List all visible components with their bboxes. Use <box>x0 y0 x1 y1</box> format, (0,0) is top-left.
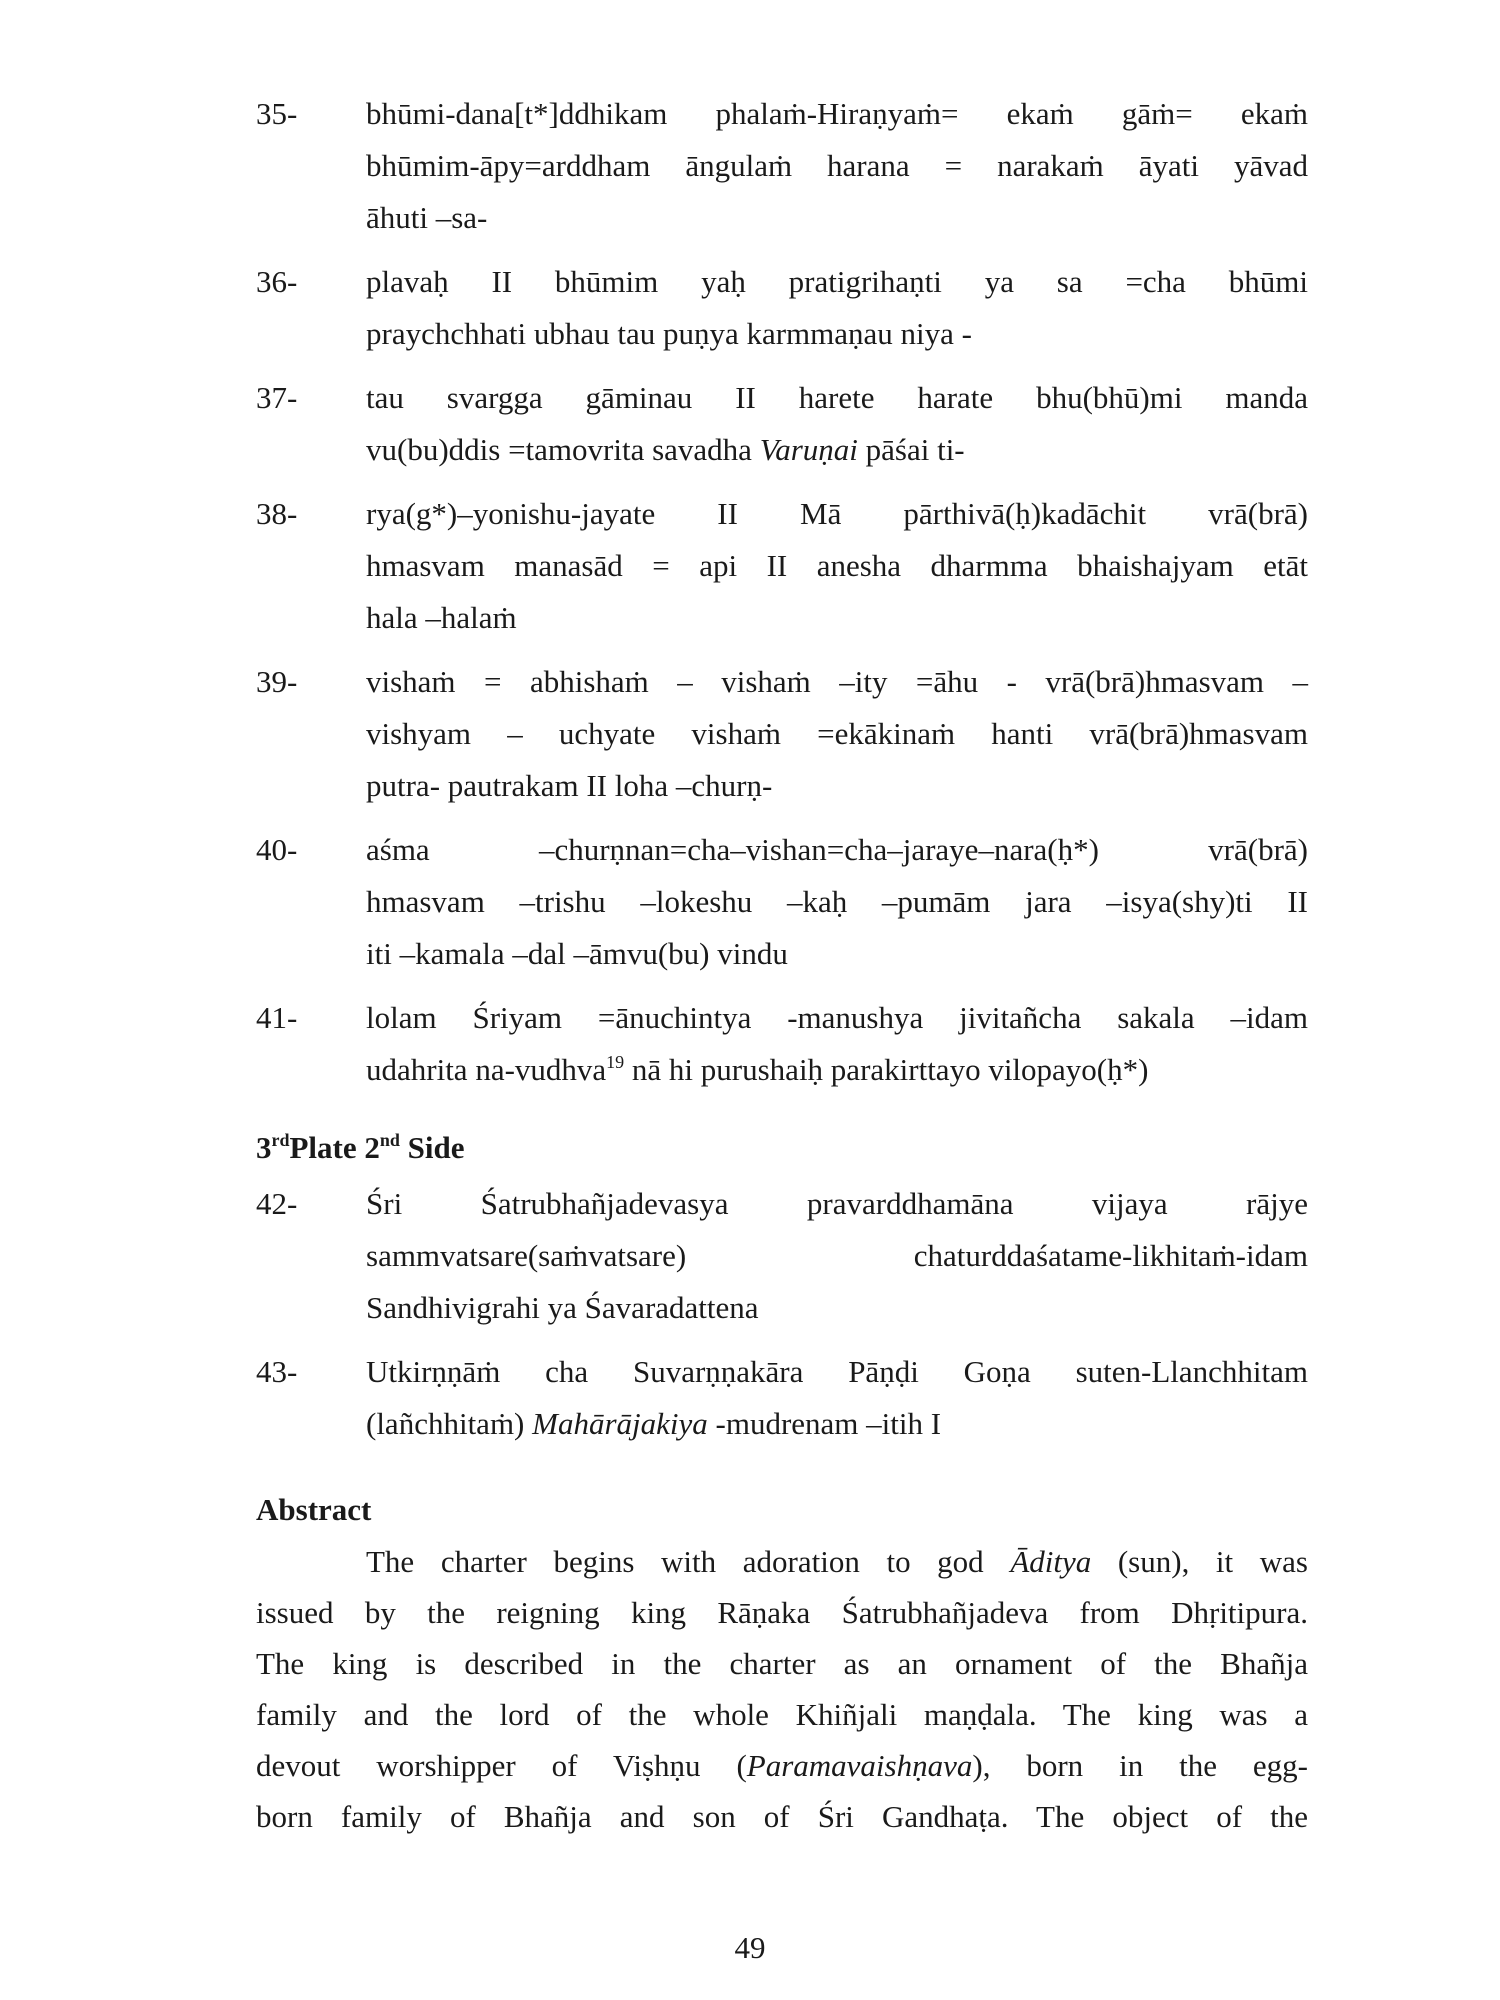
italic-term: Paramavaishṇava <box>746 1748 973 1783</box>
line-text <box>366 488 1308 644</box>
inscription-line-43 <box>256 1346 1308 1450</box>
text-line: Sandhivigrahi ya Śavaradattena <box>366 1290 759 1325</box>
line-text <box>366 992 1308 1096</box>
text-line: āhuti –sa- <box>366 200 488 235</box>
line-number: 38- <box>256 496 298 531</box>
text-line <box>366 1044 1308 1096</box>
inscription-line-40 <box>256 824 1308 980</box>
text-line: sammvatsare(saṁvatsare) chaturddaśatame-likhitaṁ-idam <box>366 1238 1308 1273</box>
text-line: bhūmi-dana[t*]ddhikam phalaṁ-Hiraṇyaṁ= ekaṁ gāṁ= ekaṁ <box>366 96 1308 131</box>
text-line <box>366 424 1308 476</box>
text-line: rya(g*)–yonishu-jayate II Mā pārthivā(ḥ)kadāchit vrā(brā) <box>366 496 1308 531</box>
inscription-line-39 <box>256 656 1308 812</box>
line-number: 43- <box>256 1354 298 1389</box>
line-text <box>366 1346 1308 1450</box>
text-line: hala –halaṁ <box>366 600 517 635</box>
text-line: family and the lord of the whole Khiñjali maṇḍala. The king was a <box>256 1697 1308 1732</box>
page-number: 49 <box>734 1930 766 1965</box>
text-line: iti –kamala –dal –āmvu(bu) vindu <box>366 936 788 971</box>
inscription-line-36 <box>256 256 1308 360</box>
text-segment: -mudrenam –itih I <box>707 1406 942 1441</box>
text-line: Utkirṇṇāṁ cha Suvarṇṇakāra Pāṇḍi Goṇa suten-Llanchhitam <box>366 1354 1308 1389</box>
line-number: 42- <box>256 1186 298 1221</box>
line-text <box>366 656 1308 812</box>
inscription-line-38 <box>256 488 1308 644</box>
text-line: The charter begins with adoration to god Āditya (sun), it was <box>366 1544 1308 1579</box>
abstract-paragraph <box>256 1536 1308 1842</box>
text-line: praychchhati ubhau tau puṇya karmmaṇau niya - <box>366 316 972 351</box>
text-segment: pāśai ti- <box>857 432 965 467</box>
text-line: born family of Bhañja and son of Śri Gandhaṭa. The object of the <box>256 1799 1308 1834</box>
inscription-line-35 <box>256 88 1308 244</box>
italic-term: Āditya <box>1010 1544 1092 1579</box>
inscription-line-42 <box>256 1178 1308 1334</box>
line-number: 39- <box>256 664 298 699</box>
text-line: devout worshipper of Viṣhṇu (Paramavaishṇava), born in the egg- <box>256 1748 1308 1783</box>
text-segment: vu(bu)ddis =tamovrita savadha <box>366 432 760 467</box>
line-text <box>366 88 1308 244</box>
text-segment: nā hi purushaiḥ parakirttayo vilopayo(ḥ*) <box>624 1052 1149 1087</box>
text-line: vishyam – uchyate vishaṁ =ekākinaṁ hanti vrā(brā)hmasvam <box>366 716 1308 751</box>
line-text <box>366 824 1308 980</box>
text-segment: udahrita na-vudhva <box>366 1052 607 1087</box>
section-heading: 3rdPlate 2nd Side <box>256 1130 465 1165</box>
text-line: aśma –churṇnan=cha–vishan=cha–jaraye–nara(ḥ*) vrā(brā) <box>366 832 1308 867</box>
text-line: Śri Śatrubhañjadevasya pravarddhamāna vijaya rājye <box>366 1186 1308 1221</box>
line-number: 41- <box>256 1000 298 1035</box>
line-text <box>366 1178 1308 1334</box>
text-segment: (lañchhitaṁ) <box>366 1406 533 1441</box>
text-line: bhūmim-āpy=arddham āngulaṁ harana = narakaṁ āyati yāvad <box>366 148 1308 183</box>
italic-term: Varuṇai <box>759 432 858 467</box>
line-number: 40- <box>256 832 298 867</box>
text-line: lolam Śriyam =ānuchintya -manushya jivitañcha sakala –idam <box>366 1000 1308 1035</box>
text-line: tau svargga gāminau II harete harate bhu(bhū)mi manda <box>366 380 1308 415</box>
text-line: hmasvam manasād = api II anesha dharmma bhaishajyam etāt <box>366 548 1308 583</box>
text-line: hmasvam –trishu –lokeshu –kaḥ –pumām jara –isya(shy)ti II <box>366 884 1308 919</box>
line-text <box>366 256 1308 360</box>
inscription-line-41 <box>256 992 1308 1096</box>
document-page <box>256 88 1308 1842</box>
text-line <box>366 1398 1308 1450</box>
line-number: 35- <box>256 96 298 131</box>
abstract-heading: Abstract <box>256 1492 372 1527</box>
text-line: putra- pautrakam II loha –churṇ- <box>366 768 773 803</box>
text-line: issued by the reigning king Rāṇaka Śatrubhañjadeva from Dhṛitipura. <box>256 1595 1308 1630</box>
line-number: 37- <box>256 380 298 415</box>
text-line: vishaṁ = abhishaṁ – vishaṁ –ity =āhu - vrā(brā)hmasvam – <box>366 664 1308 699</box>
text-line: plavaḥ II bhūmim yaḥ pratigrihaṇti ya sa =cha bhūmi <box>366 264 1308 299</box>
footnote-reference: 19 <box>606 1052 625 1072</box>
line-number: 36- <box>256 264 298 299</box>
line-text <box>366 372 1308 476</box>
text-line: The king is described in the charter as an ornament of the Bhañja <box>256 1646 1308 1681</box>
inscription-line-37 <box>256 372 1308 476</box>
italic-term: Mahārājakiya <box>532 1406 708 1441</box>
